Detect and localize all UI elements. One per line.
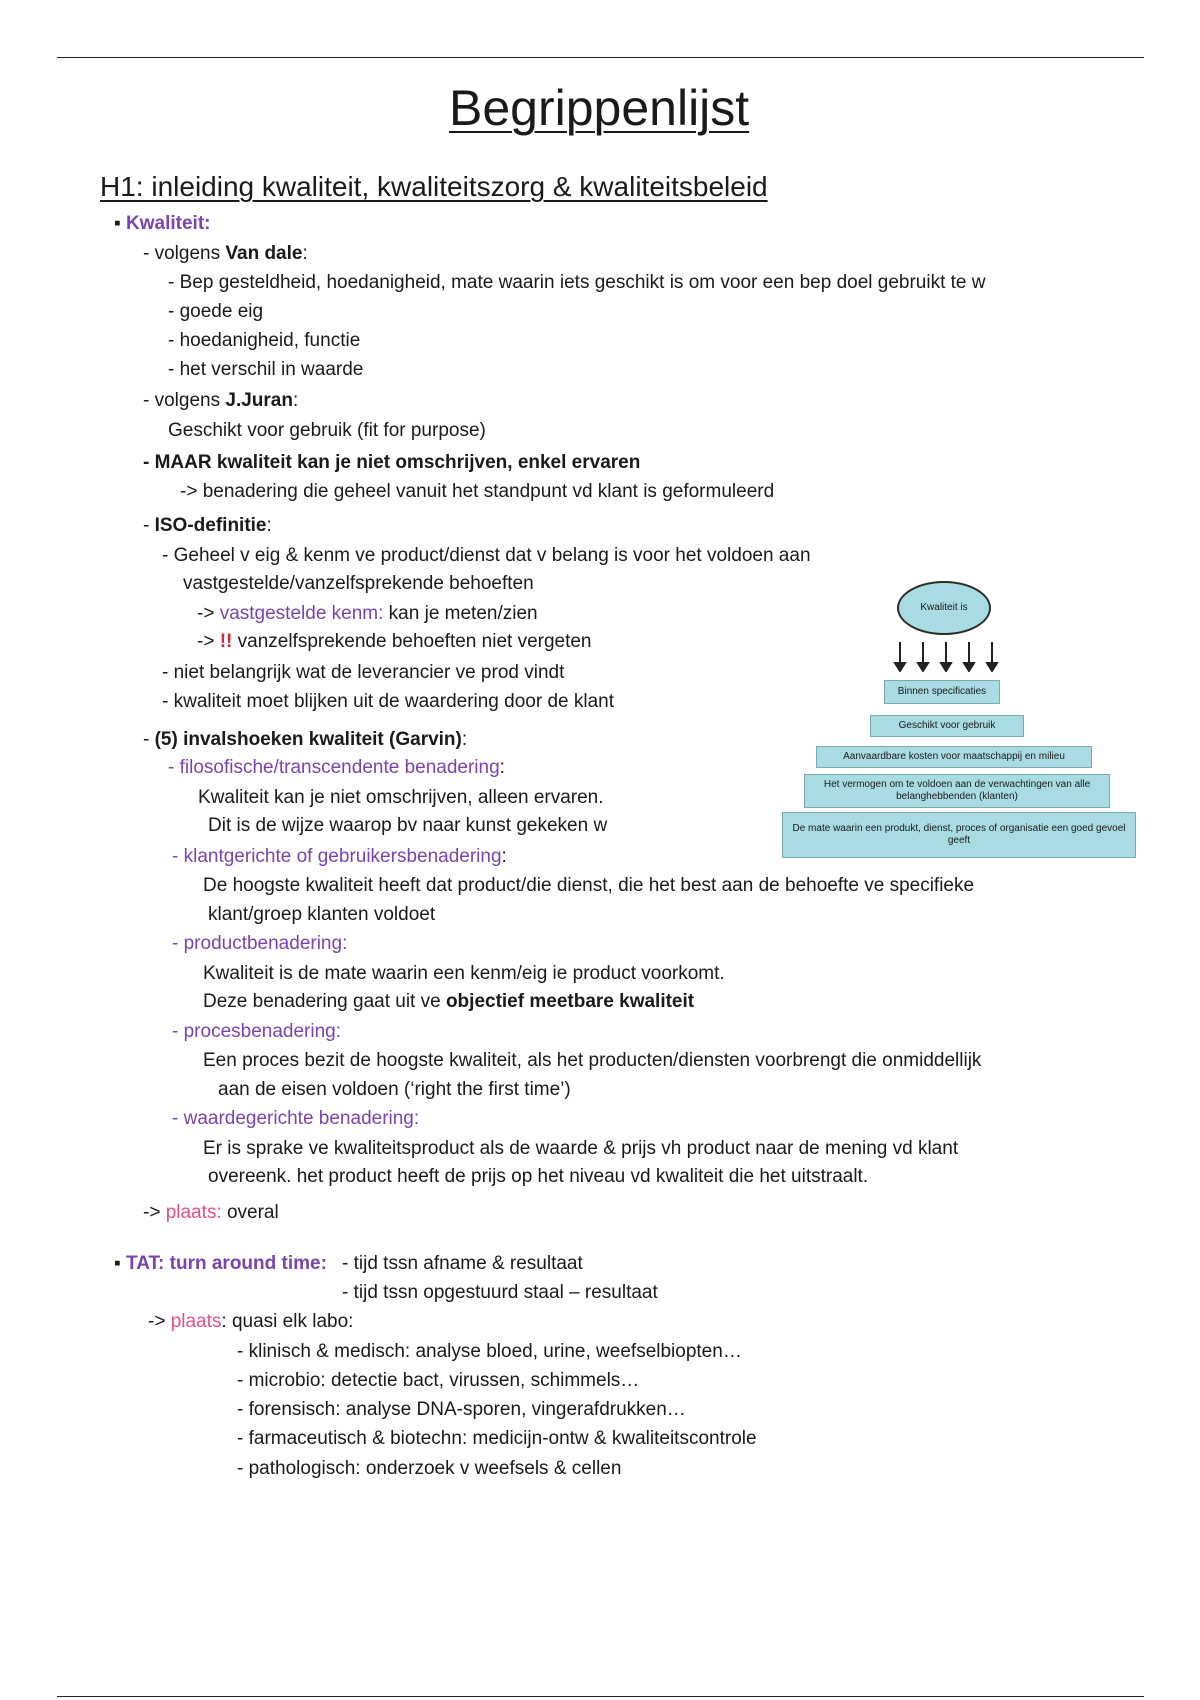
waarde-heading: - waardegerichte benadering: [172, 1108, 420, 1129]
iso-term: ISO-definitie [154, 515, 267, 536]
diagram-level-3: Aanvaardbare kosten voor maatschappij en milieu [816, 746, 1092, 768]
text: - volgens [143, 243, 226, 264]
approach-text: overeenk. het product heeft de prijs op het niveau vd kwaliteit die het uitstraalt. [208, 1166, 869, 1187]
klant-heading [172, 845, 507, 869]
bullet: ▪ [114, 1253, 121, 1274]
list-item: - goede eig [168, 301, 264, 322]
bottom-rule [57, 1696, 1144, 1697]
chapter-heading: H1: inleiding kwaliteit, kwaliteitszorg & kwaliteitsbeleid [100, 171, 768, 202]
text: - [143, 729, 155, 750]
term-label: Kwaliteit: [126, 213, 211, 234]
tat-definition: - tijd tssn opgestuurd staal – resultaat [342, 1282, 658, 1303]
list-item: - forensisch: analyse DNA-sporen, vingerafdrukken… [237, 1399, 686, 1420]
warning-mark: !! [219, 631, 233, 652]
approach-text: Kwaliteit is de mate waarin een kenm/eig ie product voorkomt. [203, 963, 725, 984]
approach-term: - klantgerichte of gebruikersbenadering [172, 846, 502, 867]
text: Deze benadering gaat uit ve [203, 991, 446, 1012]
diagram-level-2: Geschikt voor gebruik [870, 715, 1024, 737]
vandale-line [143, 242, 308, 266]
filo-heading [168, 756, 505, 780]
iso-line: vastgestelde/vanzelfsprekende behoeften [183, 573, 534, 594]
text: : [266, 515, 272, 536]
proces-heading: - procesbenadering: [172, 1021, 341, 1042]
tat-term [114, 1252, 327, 1276]
iso-arrow-line [197, 602, 538, 626]
down-arrows-icon [892, 642, 1000, 672]
kwaliteit-pyramid-diagram [782, 576, 1136, 864]
arrow: -> [197, 631, 220, 652]
kwaliteit-term [114, 212, 210, 236]
iso-line: - Geheel v eig & kenm ve product/dienst dat v belang is voor het voldoen aan [162, 545, 811, 566]
source-name: Van dale [225, 243, 303, 264]
approach-term: - filosofische/transcendente benadering [168, 757, 500, 778]
plaats-term: plaats [170, 1311, 222, 1332]
text: vanzelfsprekende behoeften niet vergeten [232, 631, 592, 652]
arrow: -> [197, 603, 220, 624]
maar-line: - MAAR kwaliteit kan je niet omschrijven, enkel ervaren [143, 452, 641, 473]
bold-text: objectief meetbare kwaliteit [445, 991, 695, 1012]
text: : [499, 757, 505, 778]
list-item: - microbio: detectie bact, virussen, schimmels… [237, 1370, 640, 1391]
approach-text: De hoogste kwaliteit heeft dat product/die dienst, die het best aan de behoefte ve specifieke [203, 875, 975, 896]
iso-line: - niet belangrijk wat de leverancier ve prod vindt [162, 662, 565, 683]
highlight-term: vastgestelde kenm: [219, 603, 384, 624]
maar-sub: -> benadering die geheel vanuit het standpunt vd klant is geformuleerd [180, 481, 775, 502]
top-rule [57, 57, 1144, 58]
list-item: - Bep gesteldheid, hoedanigheid, mate waarin iets geschikt is om voor een bep doel gebruikt te w [168, 272, 986, 293]
approach-text: aan de eisen voldoen (‘right the first time’) [218, 1079, 571, 1100]
text: overal [221, 1202, 279, 1223]
tat-definition: - tijd tssn afname & resultaat [342, 1253, 583, 1274]
bullet: ▪ [114, 213, 121, 234]
iso-line: - kwaliteit moet blijken uit de waardering door de klant [162, 691, 615, 712]
juran-line [143, 389, 298, 413]
list-item: - klinisch & medisch: analyse bloed, urine, weefselbiopten… [237, 1341, 742, 1362]
text: - volgens [143, 390, 226, 411]
arrow: -> [148, 1311, 171, 1332]
plaats-term: plaats: [165, 1202, 222, 1223]
approach-text: klant/groep klanten voldoet [208, 904, 436, 925]
diagram-oval: Kwaliteit is [897, 581, 991, 635]
iso-heading [143, 514, 272, 538]
text: : quasi elk labo: [221, 1311, 354, 1332]
approach-text: Een proces bezit de hoogste kwaliteit, als het producten/diensten voorbrengt die onmiddellijk [203, 1050, 982, 1071]
approach-text [203, 990, 694, 1014]
plaats-line [143, 1201, 279, 1225]
garvin-heading [143, 728, 467, 752]
source-name: J.Juran [225, 390, 293, 411]
tat-plaats-line [148, 1310, 353, 1334]
text: : [461, 729, 468, 750]
text: : [501, 846, 507, 867]
arrow: -> [143, 1202, 166, 1223]
diagram-level-5: De mate waarin een produkt, dienst, proces of organisatie een goed gevoel geeft [782, 812, 1136, 858]
prod-heading: - productbenadering: [172, 933, 348, 954]
list-item: - het verschil in waarde [168, 359, 364, 380]
diagram-level-4: Het vermogen om te voldoen aan de verwachtingen van alle belanghebbenden (klanten) [804, 774, 1110, 808]
iso-arrow-line [197, 630, 592, 654]
diagram-level-1: Binnen specificaties [884, 680, 1000, 704]
approach-text: Dit is de wijze waarop bv naar kunst gekeken w [208, 815, 608, 836]
garvin-term: (5) invalshoeken kwaliteit (Garvin) [154, 729, 462, 750]
list-item: - hoedanigheid, functie [168, 330, 361, 351]
term-label: TAT: turn around time: [126, 1253, 327, 1274]
juran-definition: Geschikt voor gebruik (fit for purpose) [168, 420, 486, 441]
approach-text: Er is sprake ve kwaliteitsproduct als de waarde & prijs vh product naar de mening vd klant [203, 1138, 959, 1159]
text: : [292, 390, 299, 411]
text: - [143, 515, 155, 536]
approach-text: Kwaliteit kan je niet omschrijven, alleen ervaren. [198, 787, 604, 808]
list-item: - farmaceutisch & biotechn: medicijn-ontw & kwaliteitscontrole [237, 1428, 757, 1449]
text: : [302, 243, 308, 264]
page-title: Begrippenlijst [449, 80, 750, 136]
text: kan je meten/zien [383, 603, 538, 624]
list-item: - pathologisch: onderzoek v weefsels & cellen [237, 1458, 622, 1479]
